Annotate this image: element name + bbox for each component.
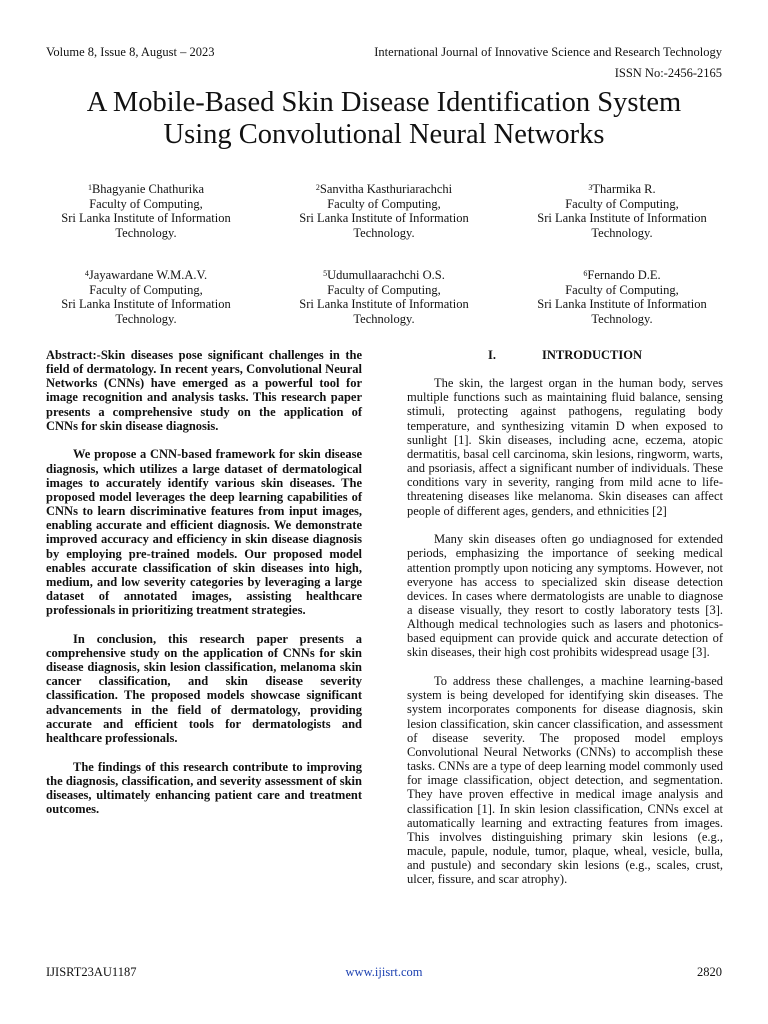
- author-institution-cont: Technology.: [591, 225, 653, 240]
- author-2: [284, 182, 484, 240]
- author-name: Fernando D.E.: [587, 268, 661, 282]
- abstract-paragraph-3: In conclusion, this research paper presents a comprehensive study on the application of CNNs for skin disease diagnosis, skin lesion classification, melanoma skin cancer classification, and skin disease severity classification. The proposed models showcase significant advancements in the field of dermatology, providing accurate and efficient tools for dermatologists and healthcare professionals.: [46, 631, 362, 745]
- paper-title: [30, 87, 738, 151]
- volume-issue: Volume 8, Issue 8, August – 2023: [46, 45, 215, 59]
- author-institution: Sri Lanka Institute of Information: [537, 211, 707, 225]
- journal-name: International Journal of Innovative Science and Research Technology: [374, 45, 722, 59]
- author-number: 6: [583, 269, 588, 278]
- author-dept: Faculty of Computing,: [565, 282, 679, 297]
- abstract-paragraph-1: Abstract:-Skin diseases pose significant challenges in the field of dermatology. In recent years, Convolutional Neural Networks (CNNs) have emerged as a powerful tool for image recognition and analysis tasks. This research paper presents a comprehensive study on the application of CNNs for skin disease diagnosis.: [46, 348, 362, 433]
- author-number: 5: [323, 269, 328, 278]
- author-institution: Sri Lanka Institute of Information: [299, 297, 469, 311]
- introduction-column: [407, 348, 723, 901]
- abstract-column: [46, 348, 362, 831]
- intro-paragraph-1: The skin, the largest organ in the human body, serves multiple functions such as maintaining fluid balance, sensing stimuli, protecting against pathogens, regulating body temperature, and synthesizing vitamin D when exposed to sunlight [1]. Skin diseases, including acne, eczema, atopic dermatitis, basal cell carcinoma, skin lesions, ringworm, warts, and psoriasis, affect a significant number of individuals. These conditions vary in severity, ranging from mild acne to life-threatening diseases like melanoma. Skin diseases can affect people of different ages, genders, and ethnicities [2]: [407, 376, 723, 518]
- author-row-1: [46, 182, 722, 240]
- page-number: 2820: [697, 965, 722, 979]
- author-institution-cont: Technology.: [353, 225, 415, 240]
- author-4: [46, 268, 246, 326]
- section-number: I.: [487, 348, 496, 362]
- author-name: Bhagyanie Chathurika: [91, 182, 205, 196]
- author-institution: Sri Lanka Institute of Information: [299, 211, 469, 225]
- author-institution: Sri Lanka Institute of Information: [61, 297, 231, 311]
- title-line-1: A Mobile-Based Skin Disease Identification System: [86, 87, 682, 118]
- author-number: 4: [84, 269, 89, 278]
- intro-paragraph-2: Many skin diseases often go undiagnosed for extended periods, emphasizing the importance of seeking medical attention promptly upon noticing any symptoms. However, not everyone has access to specialized skin disease detection devices. In cases where dermatologists are unable to diagnose a disease visually, they resort to costly laboratory tests [3]. Although medical technologies such as lasers and photonics-based equipment can provide quick and accurate detection of skin diseases, their high cost prohibits widespread usage [3].: [407, 532, 723, 660]
- author-dept: Faculty of Computing,: [327, 282, 441, 297]
- issn: ISSN No:-2456-2165: [614, 66, 722, 80]
- author-name: Sanvitha Kasthuriarachchi: [319, 182, 453, 196]
- author-name: Jayawardane W.M.A.V.: [88, 268, 208, 282]
- author-dept: Faculty of Computing,: [89, 282, 203, 297]
- author-institution-cont: Technology.: [591, 311, 653, 326]
- author-institution: Sri Lanka Institute of Information: [537, 297, 707, 311]
- author-5: [284, 268, 484, 326]
- author-6: [522, 268, 722, 326]
- author-row-2: [46, 268, 722, 326]
- paper-id: IJISRT23AU1187: [46, 965, 137, 979]
- author-dept: Faculty of Computing,: [565, 196, 679, 211]
- abstract-paragraph-2: We propose a CNN-based framework for skin disease diagnosis, which utilizes a large dataset of dermatological images to accurately identify various skin diseases. The proposed model leverages the deep learning capabilities of CNNs to learn discriminative features from input images, enabling accurate and efficient diagnosis. We demonstrate improved accuracy and efficiency in skin disease diagnosis by employing pre-trained models. Our proposed model enables accurate classification of skin diseases into high, medium, and low severity categories by leveraging a large dataset of annotated images, assisting healthcare professionals in prioritizing treatment strategies.: [46, 447, 362, 618]
- author-name: Tharmika R.: [592, 182, 656, 196]
- section-title: INTRODUCTION: [541, 348, 642, 362]
- intro-paragraph-3: To address these challenges, a machine learning-based system is being developed for identifying skin diseases. The system incorporates components for disease diagnosis, skin lesion classification, skin cancer classification, and assessment of disease severity. The proposed model employs Convolutional Neural Networks (CNNs) to accomplish these tasks. CNNs are a type of deep learning model commonly used for image classification, object detection, and segmentation. They have proven effective in medical image analysis and classification [1]. In skin lesion classification, CNNs excel at automatically learning and extracting features from images. This involves distinguishing primary skin lesions (e.g., macule, papule, nodule, tumor, plaque, wheal, vesicle, bulla, and pustule) and secondary skin lesions (e.g., scales, crust, ulcer, fissure, and scar atrophy).: [407, 674, 723, 887]
- author-number: 2: [315, 183, 320, 192]
- author-institution-cont: Technology.: [115, 225, 177, 240]
- author-name: Udumullaarachchi O.S.: [327, 268, 445, 282]
- author-number: 3: [588, 183, 593, 192]
- author-institution-cont: Technology.: [353, 311, 415, 326]
- title-line-2: Using Convolutional Neural Networks: [163, 119, 605, 150]
- section-heading: [407, 348, 723, 362]
- abstract-paragraph-4: The findings of this research contribute to improving the diagnosis, classification, and severity assessment of skin diseases, ultimately enhancing patient care and treatment outcomes.: [46, 759, 362, 817]
- author-dept: Faculty of Computing,: [89, 196, 203, 211]
- author-institution-cont: Technology.: [115, 311, 177, 326]
- author-number: 1: [87, 183, 92, 192]
- author-3: [522, 182, 722, 240]
- author-block: [46, 182, 722, 326]
- journal-url-link[interactable]: www.ijisrt.com: [345, 965, 423, 979]
- author-institution: Sri Lanka Institute of Information: [61, 211, 231, 225]
- author-dept: Faculty of Computing,: [327, 196, 441, 211]
- author-1: [46, 182, 246, 240]
